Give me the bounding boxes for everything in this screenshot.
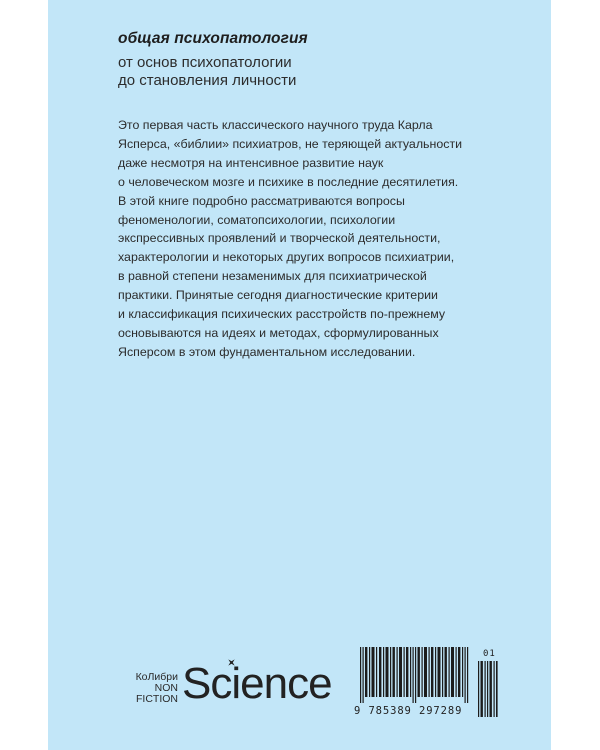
publisher-name: КоЛибри	[135, 671, 178, 683]
description-line: в равной степени незаменимых для психиатрической	[118, 269, 427, 284]
description-line: экспрессивных проявлений и творческой деятельности,	[118, 231, 441, 246]
description-line: характерологии и некоторых других вопросов психиатрии,	[118, 250, 455, 265]
subtitle-line: до становления личности	[118, 72, 297, 89]
description-line: даже несмотря на интенсивное развитие наук	[118, 155, 384, 170]
description-line: В этой книге подробно рассматриваются вопросы	[118, 193, 405, 208]
imprint-fiction: FICTION	[136, 693, 178, 705]
description-line: Ясперсом в этом фундаментальном исследовании.	[118, 344, 416, 359]
star-icon	[227, 658, 236, 667]
description-line: о человеческом мозге и психике в последние десятилетия.	[118, 174, 459, 189]
description-line: основываются на идеях и методах, сформулированных	[118, 325, 439, 340]
barcode-icon	[358, 647, 471, 703]
series-title: общая психопатология	[118, 30, 308, 47]
description-line: практики. Принятые сегодня диагностические критерии	[118, 288, 438, 303]
book-description	[118, 116, 538, 362]
description-line: феноменологии, соматопсихологии, психологии	[118, 212, 396, 227]
subtitle	[118, 54, 296, 90]
description-line: Ясперса, «библии» психиатров, не теряющей актуальности	[118, 136, 463, 151]
isbn-digits: 9 785389 297289	[354, 705, 463, 717]
subtitle-line: от основ психопатологии	[118, 54, 292, 71]
imprint-non: NON	[154, 682, 178, 694]
description-line: и классификация психических расстройств по-прежнему	[118, 307, 446, 322]
addon-digits: 01	[483, 649, 496, 659]
series-name: Science	[182, 659, 332, 708]
description-line: Это первая часть классического научного труда Карла	[118, 118, 433, 132]
publisher-imprint	[120, 672, 178, 705]
book-back-cover	[48, 0, 551, 750]
addon-barcode-icon	[478, 661, 498, 717]
